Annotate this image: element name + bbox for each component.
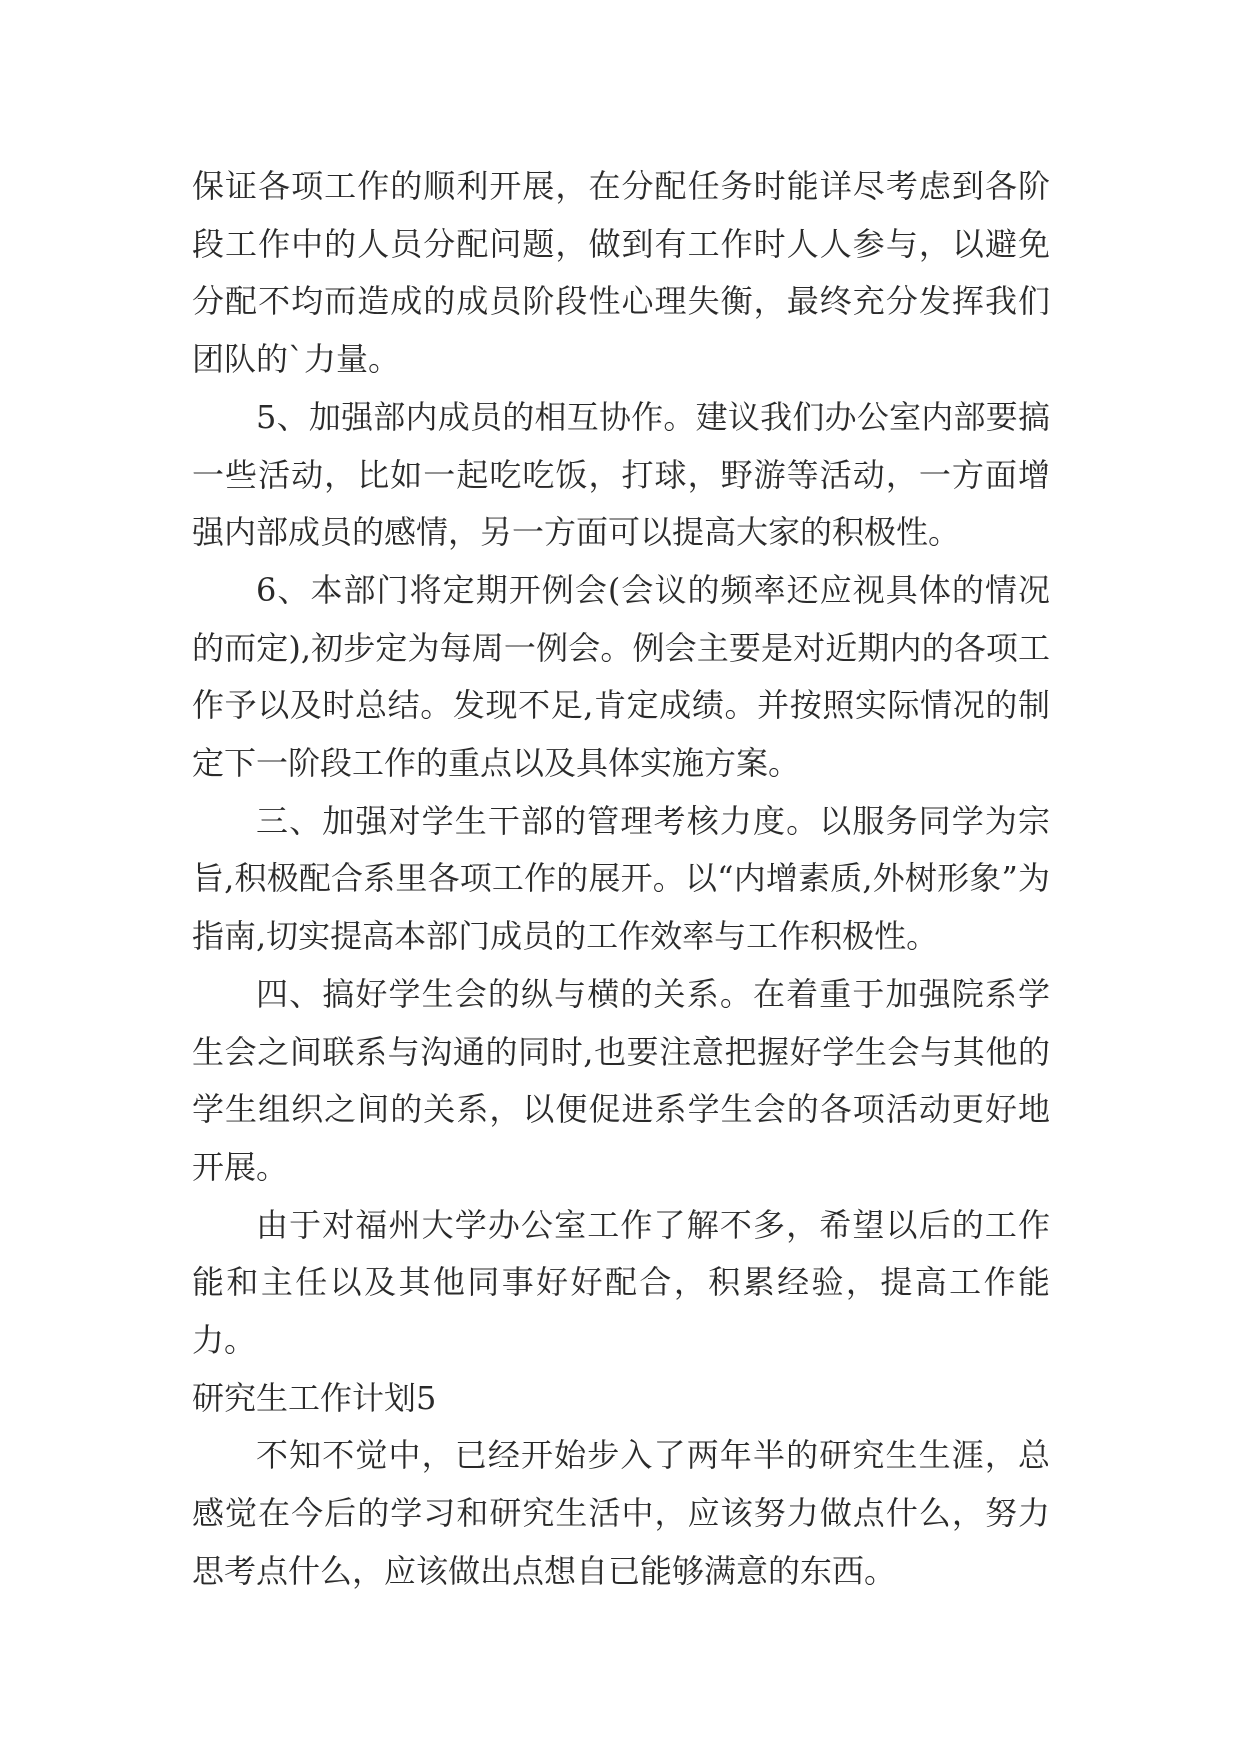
paragraph-item-6: 6、本部门将定期开例会(会议的频率还应视具体的情况的而定),初步定为每周一例会。例会主要是对近期内的各项工作予以及时总结。发现不足,肯定成绩。并按照实际情况的制定下一阶段工作的重点以及具体实施方案。 — [192, 570, 1050, 783]
document-body — [192, 158, 1050, 1601]
paragraph-section-four: 四、搞好学生会的纵与横的关系。在着重于加强院系学生会之间联系与沟通的同时,也要注意把握好学生会与其他的学生组织之间的关系，以便促进系学生会的各项活动更好地开展。 — [192, 974, 1050, 1186]
paragraph-closing: 不知不觉中，已经开始步入了两年半的研究生生涯，总感觉在今后的学习和研究生活中，应该努力做点什么，努力思考点什么，应该做出点想自已能够满意的东西。 — [192, 1436, 1050, 1590]
paragraph-continuation: 保证各项工作的顺利开展，在分配任务时能详尽考虑到各阶段工作中的人员分配问题，做到有工作时人人参与，以避免分配不均而造成的成员阶段性心理失衡，最终充分发挥我们团队的`力量。 — [192, 167, 1050, 379]
paragraph-conclusion: 由于对福州大学办公室工作了解不多，希望以后的工作能和主任以及其他同事好好配合，积累经验，提高工作能力。 — [192, 1205, 1050, 1360]
paragraph-item-5: 5、加强部内成员的相互协作。建议我们办公室内部要搞一些活动，比如一起吃吃饭，打球，野游等活动，一方面增强内部成员的感情，另一方面可以提高大家的积极性。 — [192, 397, 1050, 552]
section-title: 研究生工作计划5 — [192, 1378, 437, 1417]
paragraph-section-three: 三、加强对学生干部的管理考核力度。以服务同学为宗旨,积极配合系里各项工作的展开。以“内增素质,外树形象”为指南,切实提高本部门成员的工作效率与工作积极性。 — [192, 801, 1050, 956]
